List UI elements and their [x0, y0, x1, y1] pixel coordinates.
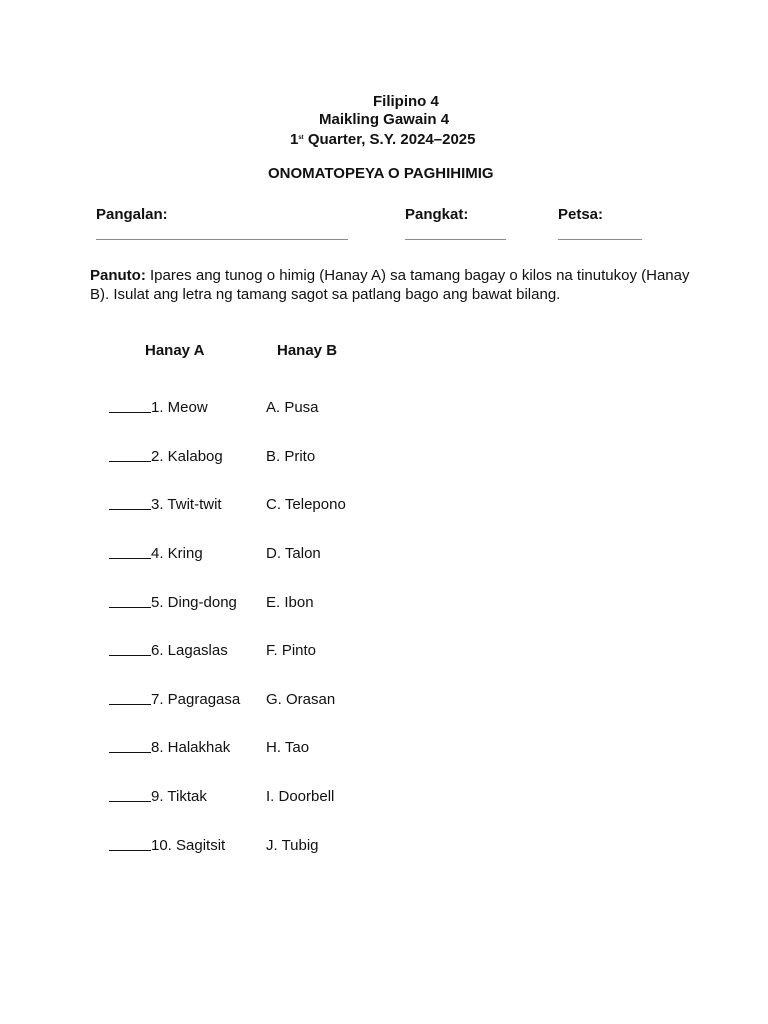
subject-heading: Filipino 4 [373, 93, 439, 110]
date-label: Petsa: [558, 206, 604, 223]
answer-blank[interactable] [109, 739, 151, 753]
item-row [109, 448, 223, 466]
match-option: J. Tubig [266, 837, 319, 854]
item-row [109, 739, 230, 757]
answer-blank[interactable] [109, 545, 151, 559]
answer-blank[interactable] [109, 788, 151, 802]
match-option: F. Pinto [266, 642, 317, 659]
match-option: A. Pusa [266, 399, 319, 416]
name-answer-line[interactable] [96, 239, 348, 240]
item-row [109, 496, 222, 514]
item-row [109, 691, 240, 709]
activity-heading: Maikling Gawain 4 [319, 111, 450, 128]
sound-item: 10. Sagitsit [151, 837, 226, 854]
match-option: H. Tao [266, 739, 310, 756]
match-option: I. Doorbell [266, 788, 335, 805]
answer-blank[interactable] [109, 448, 151, 462]
sound-item: 1. Meow [151, 399, 208, 416]
quarter-text: Quarter, S.Y. 2024–2025 [303, 131, 476, 148]
match-option: B. Prito [266, 448, 316, 465]
sound-item: 5. Ding-dong [151, 594, 237, 611]
quarter-heading [290, 129, 475, 149]
page-title: ONOMATOPEYA O PAGHIHIMIG [268, 165, 494, 182]
match-option: C. Telepono [266, 496, 346, 513]
quarter-number: 1 [290, 131, 299, 148]
directions [90, 266, 690, 304]
column-a-header: Hanay A [145, 342, 205, 359]
directions-text: Ipares ang tunog o himig (Hanay A) sa tamang bagay o kilos na tinutukoy (Hanay B). Isulat ang letra ng tamang sagot sa patlang bago ang bawat bilang. [90, 267, 690, 303]
match-option: E. Ibon [266, 594, 314, 611]
answer-blank[interactable] [109, 642, 151, 656]
section-answer-line[interactable] [405, 239, 506, 240]
date-answer-line[interactable] [558, 239, 642, 240]
answer-blank[interactable] [109, 496, 151, 510]
item-row [109, 594, 237, 612]
item-row [109, 399, 208, 417]
sound-item: 4. Kring [151, 545, 203, 562]
match-option: G. Orasan [266, 691, 336, 708]
sound-item: 7. Pagragasa [151, 691, 241, 708]
name-label: Pangalan: [96, 206, 168, 223]
answer-blank[interactable] [109, 594, 151, 608]
section-label: Pangkat: [405, 206, 469, 223]
item-row [109, 837, 225, 855]
answer-blank[interactable] [109, 399, 151, 413]
item-row [109, 545, 203, 563]
answer-blank[interactable] [109, 691, 151, 705]
sound-item: 8. Halakhak [151, 739, 231, 756]
answer-blank[interactable] [109, 837, 151, 851]
directions-label: Panuto: [90, 267, 146, 284]
sound-item: 2. Kalabog [151, 448, 223, 465]
sound-item: 6. Lagaslas [151, 642, 228, 659]
item-row [109, 788, 207, 806]
sound-item: 3. Twit-twit [151, 496, 222, 513]
match-option: D. Talon [266, 545, 321, 562]
quarter-ordinal-suffix: st [298, 135, 304, 141]
column-b-header: Hanay B [277, 342, 338, 359]
sound-item: 9. Tiktak [151, 788, 207, 805]
item-row [109, 642, 228, 660]
